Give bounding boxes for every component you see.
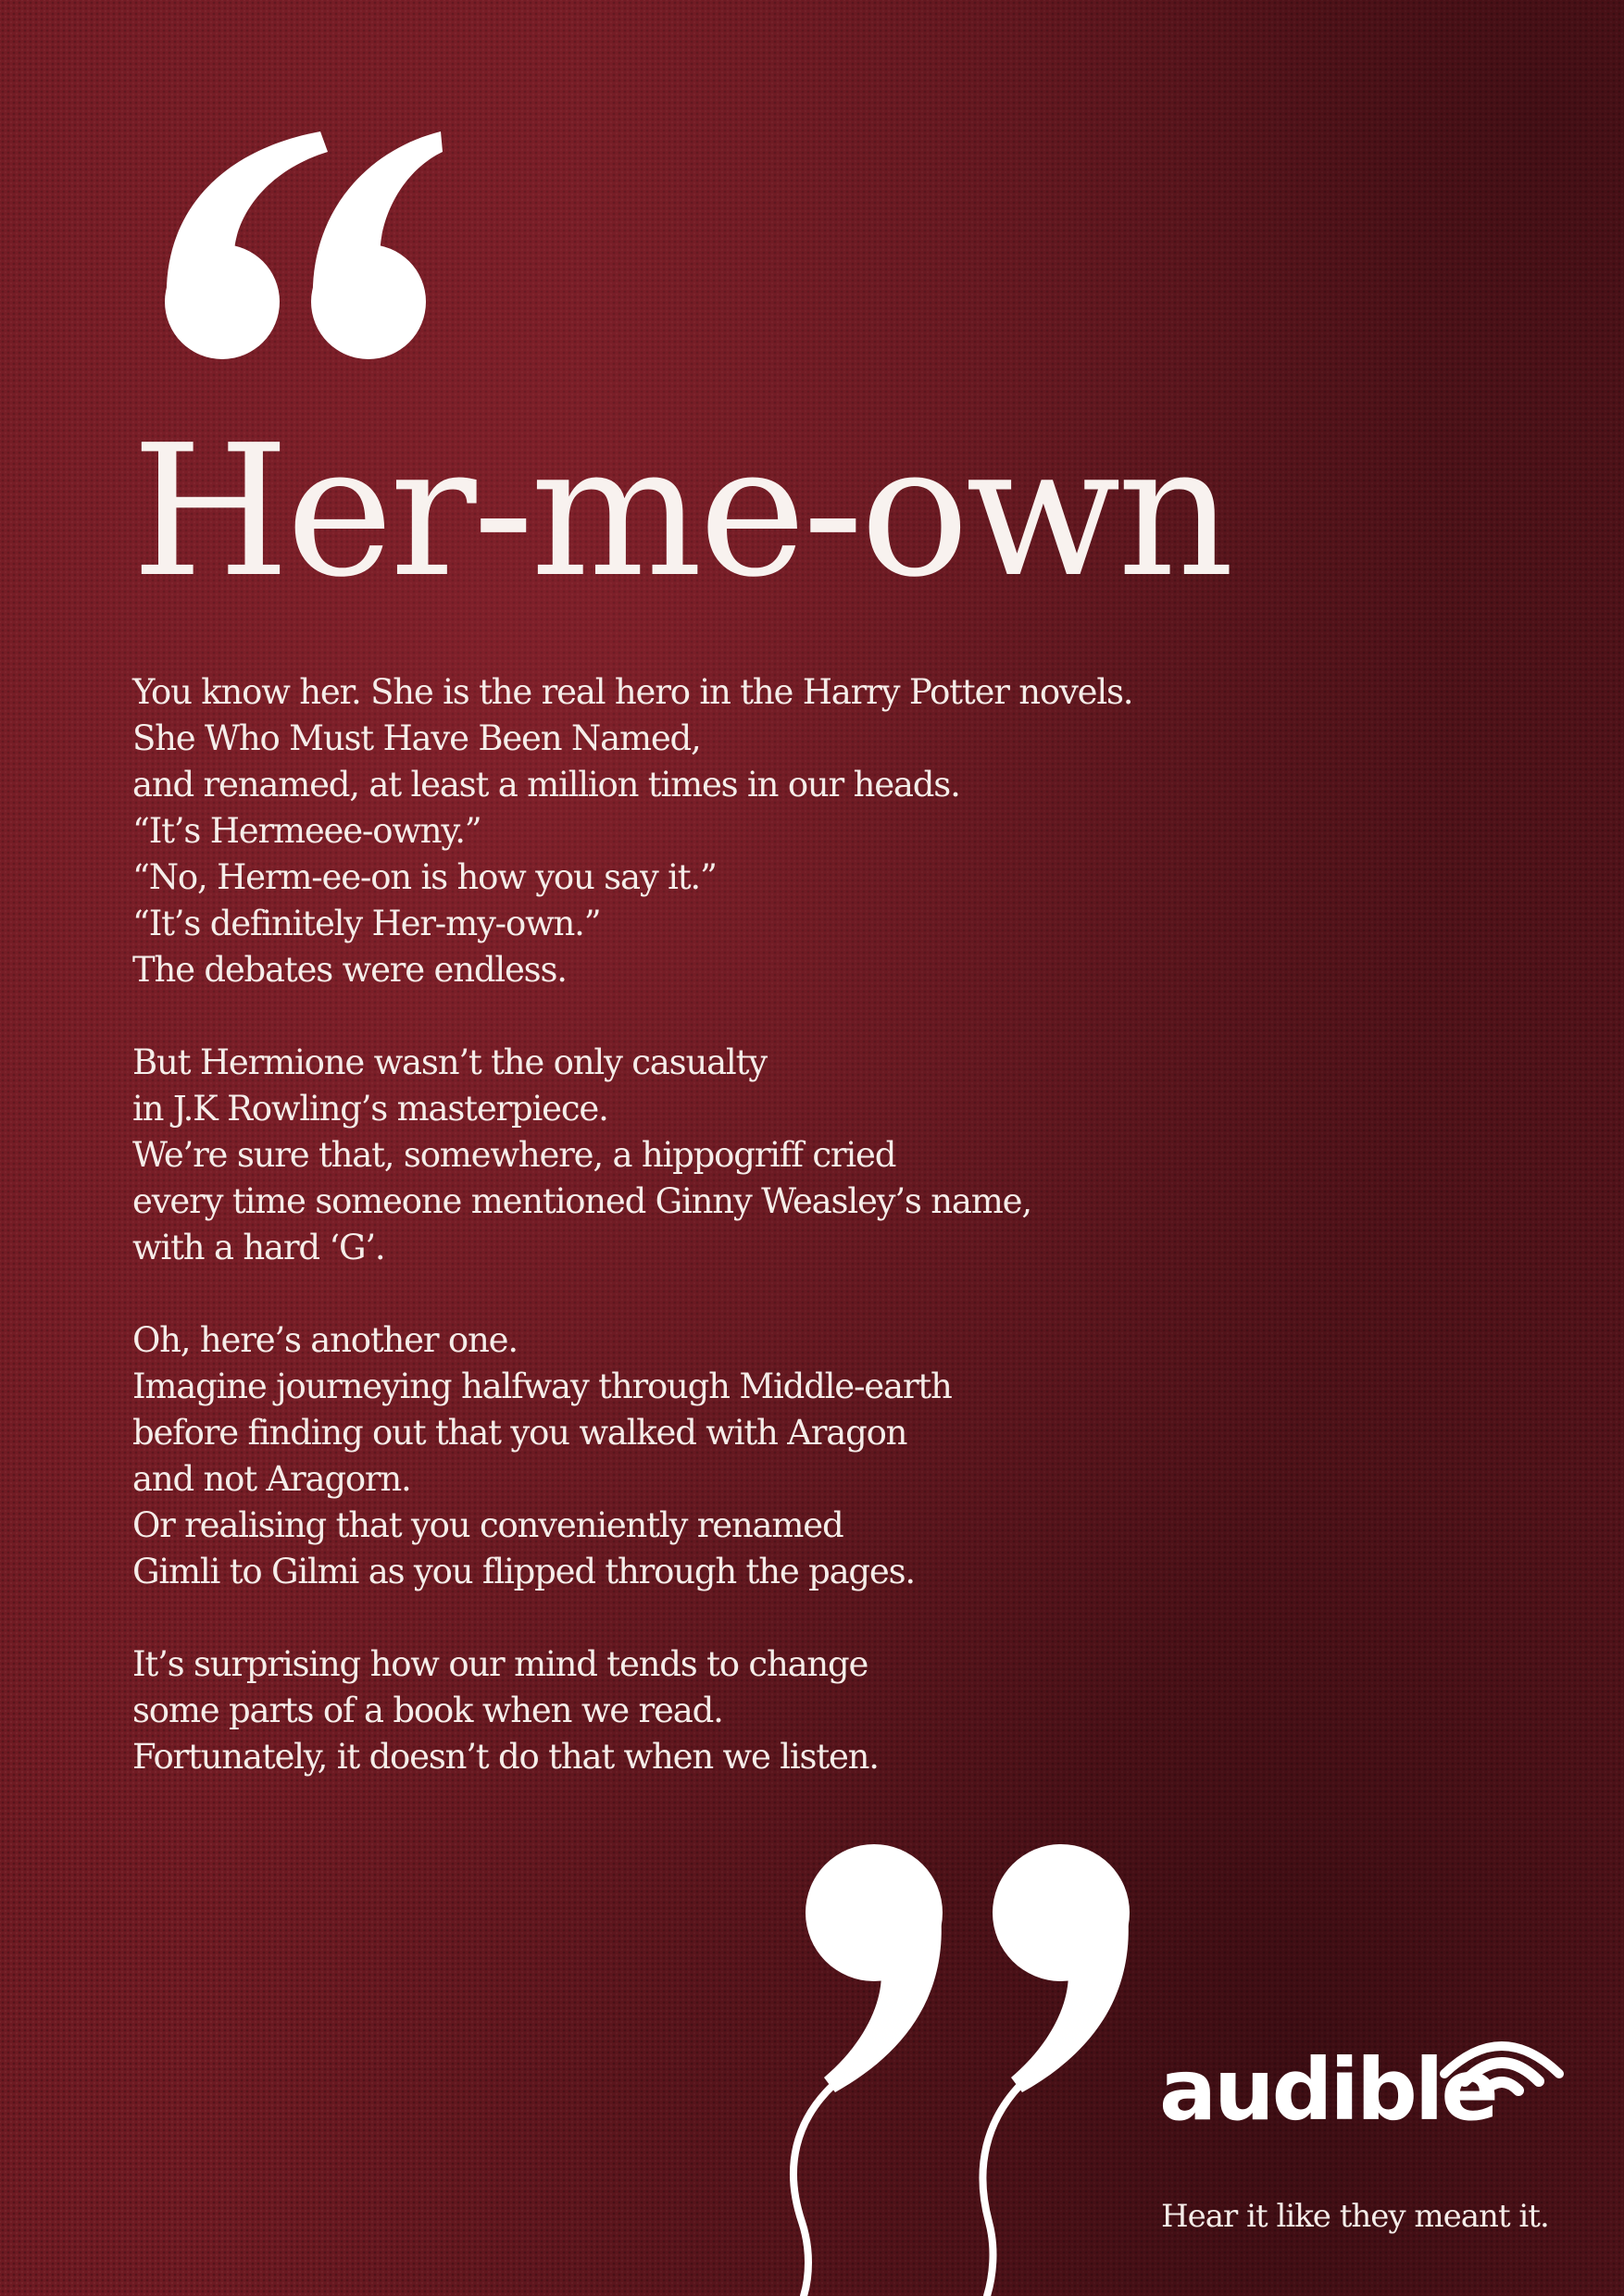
audible-wordmark: audible bbox=[1159, 2040, 1496, 2140]
body-line: The debates were endless. bbox=[132, 950, 567, 990]
audible-logo bbox=[1159, 2040, 1567, 2177]
body-line: before finding out that you walked with Aragon bbox=[132, 1413, 907, 1453]
body-line: You know her. She is the real hero in the Harry Potter novels. bbox=[132, 672, 1133, 712]
close-quote-earphones-icon bbox=[778, 1842, 1185, 2296]
body-line: It’s surprising how our mind tends to change bbox=[132, 1644, 868, 1684]
open-quote-icon bbox=[146, 130, 443, 370]
body-line: Fortunately, it doesn’t do that when we listen. bbox=[132, 1737, 879, 1777]
body-line: We’re sure that, somewhere, a hippogriff cried bbox=[132, 1135, 896, 1175]
headline: Her-me-own bbox=[131, 406, 1230, 618]
body-line: “It’s Hermeee-owny.” bbox=[132, 811, 481, 851]
body-line: Imagine journeying halfway through Middle-earth bbox=[132, 1366, 952, 1406]
body-line: Oh, here’s another one. bbox=[132, 1320, 518, 1360]
body-paragraph bbox=[132, 1641, 1243, 1780]
body-paragraph bbox=[132, 1040, 1243, 1271]
body-copy bbox=[132, 669, 1243, 1827]
tagline: Hear it like they meant it. bbox=[1161, 2198, 1549, 2235]
audible-signal-icon bbox=[1437, 2031, 1567, 2115]
body-line: “It’s definitely Her-my-own.” bbox=[132, 904, 601, 943]
body-line: She Who Must Have Been Named, bbox=[132, 718, 701, 758]
body-line: every time someone mentioned Ginny Weasley’s name, bbox=[132, 1181, 1031, 1221]
body-paragraph bbox=[132, 1317, 1243, 1595]
body-line: and not Aragorn. bbox=[132, 1459, 411, 1499]
body-line: some parts of a book when we read. bbox=[132, 1691, 723, 1730]
body-line: with a hard ‘G’. bbox=[132, 1228, 385, 1267]
body-line: Or realising that you conveniently renamed bbox=[132, 1505, 843, 1545]
body-line: “No, Herm-ee-on is how you say it.” bbox=[132, 857, 717, 897]
body-line: Gimli to Gilmi as you flipped through the pages. bbox=[132, 1552, 915, 1591]
body-line: But Hermione wasn’t the only casualty bbox=[132, 1042, 767, 1082]
body-line: in J.K Rowling’s masterpiece. bbox=[132, 1089, 608, 1129]
body-paragraph bbox=[132, 669, 1243, 993]
body-line: and renamed, at least a million times in our heads. bbox=[132, 765, 960, 805]
